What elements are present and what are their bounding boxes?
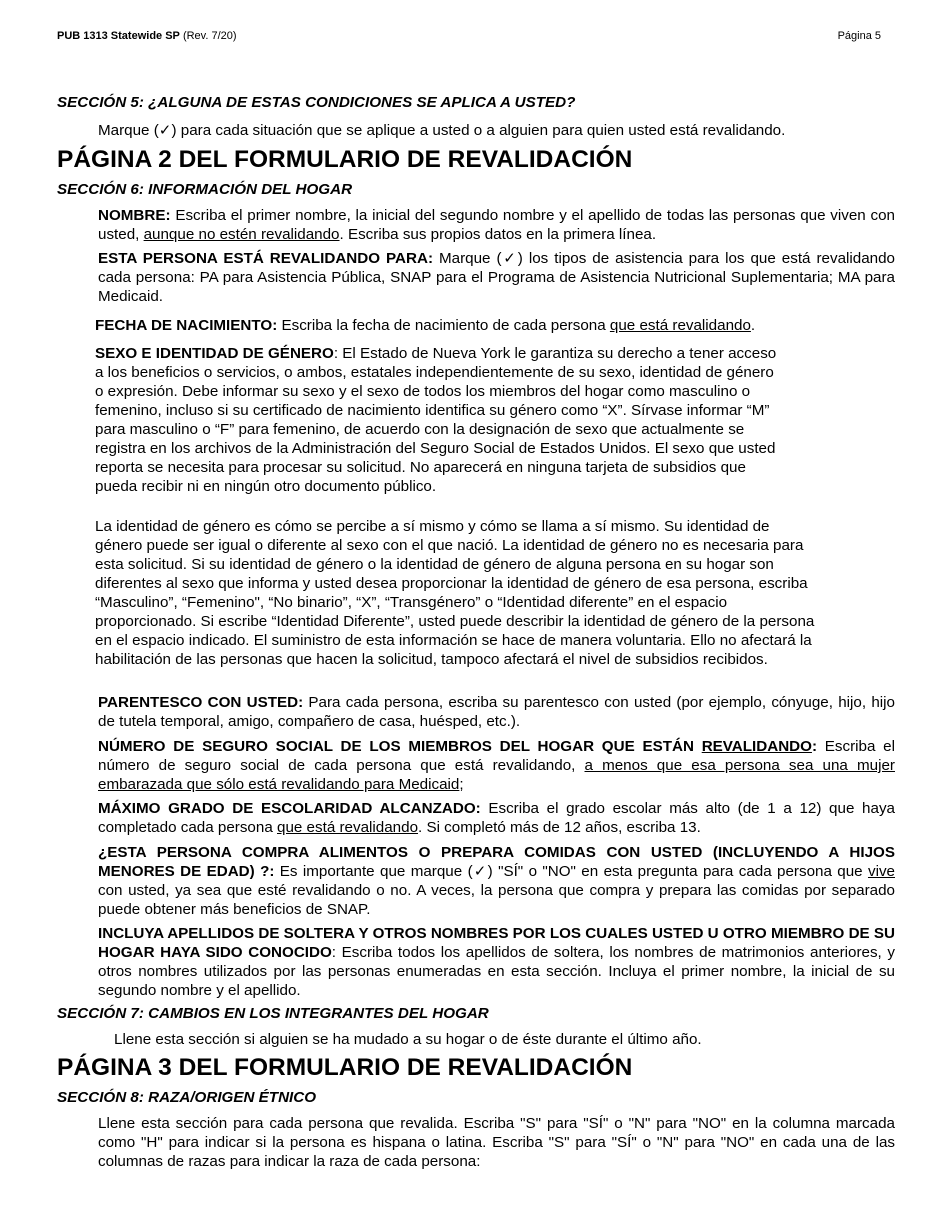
revision: (Rev. 7/20) [182,30,237,42]
compra-label: ¿ESTA PERSONA COMPRA ALIMENTOS O PREPARA COMIDAS CON USTED (INCLUYENDO A HIJOS MENORES DE EDAD) ?: [98,844,895,880]
grado-paragraph [98,799,895,837]
fecha-text: Escriba la fecha de nacimiento de cada persona [277,317,610,334]
page-2-title: PÁGINA 2 DEL FORMULARIO DE REVALIDACIÓN [57,146,633,173]
section-5-text: Marque (✓) para cada situación que se aplique a usted o a alguien para quien usted está revalidando. [98,122,786,139]
parentesco-label: PARENTESCO CON USTED: [98,694,304,711]
ssn-label [98,738,817,755]
esta-persona-paragraph [98,249,895,306]
grado-underline: que está revalidando [277,819,419,836]
identidad-paragraph: La identidad de género es cómo se percibe a sí mismo y cómo se llama a sí mismo. Su identidad de género puede ser igual o diferente al sexo con el que nació. La identidad de género no es necesaria para esta solicitud. Si su identidad de género o la identidad de género de alguna persona en su hogar son diferentes al sexo que informa y usted desea proporcionar la identidad de género de esa persona, escriba “Masculino”, “Femenino", “No binario”, “X”, “Transgénero” o “Identidad diferente” en el espacio proporcionado. Si escribe “Identidad Diferente”, usted puede describir la identidad de género de la persona en el espacio indicado. El suministro de esta información se hace de manera voluntaria. Ello no afectará la habilitación de las personas que hacen la solicitud, tampoco afectará el nivel de subsidios recibidos. [95,518,815,668]
nombre-label: NOMBRE: [98,207,171,224]
ssn-underline: a menos que esa persona sea una mujer embarazada que sólo está revalidando para Medicaid [98,757,895,793]
nombre-underline: aunque no estén revalidando [143,226,340,243]
section-6-title: SECCIÓN 6: INFORMACIÓN DEL HOGAR [57,181,353,198]
compra-text-end: con usted, ya sea que esté revalidando o no. A veces, la persona que compra y prepara las comidas por separado puede obtener más beneficios de SNAP. [98,882,895,918]
page-number: Página 5 [837,30,881,42]
pub-number: PUB 1313 Statewide SP [57,30,180,42]
grado-text: Escriba el grado escolar más alto (de 1 a 12) que haya completado cada persona [98,800,895,836]
esta-persona-label: ESTA PERSONA ESTÁ REVALIDANDO PARA: [98,250,434,267]
parentesco-paragraph [98,693,895,731]
ssn-label-colon: : [811,738,818,755]
nombre-text: Escriba el primer nombre, la inicial del segundo nombre y el apellido de todas las personas que viven con usted, [98,207,895,243]
fecha-underline: que está revalidando [609,317,751,334]
ssn-label-underline: REVALIDANDO [701,738,812,755]
sexo-label: SEXO E IDENTIDAD DE GÉNERO [95,345,334,362]
sexo-text: : El Estado de Nueva York le garantiza su derecho a tener acceso a los beneficios o servicios, o ambos, estatales independientemente de su sexo, identidad de género o expresión. Debe informar su sexo y el sexo de todos los miembros del hogar como masculino o femenino, incluso si su certificado de nacimiento identifica su género como “X”. Sírvase informar “M” para masculino o “F” para femenino, de acuerdo con la designación de sexo que actualmente se registra en los archivos de la Administración del Seguro Social de Estados Unidos. El sexo que usted reporta se necesita para procesar su solicitud. No aparecerá en ninguna tarjeta de subsidios que pueda recibir ni en ningún otro documento público. [95,345,777,495]
fecha-label: FECHA DE NACIMIENTO: [95,317,278,334]
nombre-paragraph [98,206,895,244]
apellidos-text: : Escriba todos los apellidos de soltera, los nombres de matrimonios anteriores, y otros nombres utilizados por las personas enumeradas en esta sección. Incluya el primer nombre, la inicial de su segundo nombre y el apellido. [98,944,895,999]
grado-text-end: . Si completó más de 12 años, escriba 13. [418,819,701,836]
section-8-title: SECCIÓN 8: RAZA/ORIGEN ÉTNICO [57,1089,317,1106]
section-8-text: Llene esta sección para cada persona que revalida. Escriba "S" para "SÍ" o "N" para "NO" en la columna marcada como "H" para indicar si la persona es hispana o latina. Escriba "S" para "SÍ" o "N" para "NO" en cada una de las columnas de razas para indicar la raza de cada persona: [98,1115,895,1170]
sexo-paragraph [95,344,785,496]
section-7-text: Llene esta sección si alguien se ha mudado a su hogar o de éste durante el último año. [114,1031,702,1048]
compra-paragraph [98,843,895,919]
grado-label: MÁXIMO GRADO DE ESCOLARIDAD ALCANZADO: [98,800,481,817]
ssn-text: Escriba el número de seguro social de cada persona que está revalidando, [98,738,895,774]
section-5-title: SECCIÓN 5: ¿ALGUNA DE ESTAS CONDICIONES SE APLICA A USTED? [57,94,576,111]
nombre-text-end: . Escriba sus propios datos en la primera línea. [339,226,657,243]
fecha-text-end: . [750,317,756,334]
form-id [57,29,237,43]
page-3-title: PÁGINA 3 DEL FORMULARIO DE REVALIDACIÓN [57,1054,633,1081]
apellidos-label: INCLUYA APELLIDOS DE SOLTERA Y OTROS NOMBRES POR LOS CUALES USTED U OTRO MIEMBRO DE SU HOGAR HAYA SIDO CONOCIDO [98,925,895,961]
section-7-title: SECCIÓN 7: CAMBIOS EN LOS INTEGRANTES DEL HOGAR [57,1005,489,1022]
esta-persona-text: Marque (✓) los tipos de asistencia para los que está revalidando cada persona: PA para Asistencia Pública, SNAP para el Programa de Asistencia Nutricional Suplementaria; MA para Medicaid. [98,250,896,305]
apellidos-paragraph [98,924,895,1000]
ssn-text-end: ; [459,776,464,793]
parentesco-text: Para cada persona, escriba su parentesco con usted (por ejemplo, cónyuge, hijo, hijo de tutela temporal, amigo, compañero de casa, huésped, etc.). [98,694,895,730]
compra-underline: vive [867,863,895,880]
ssn-paragraph [98,737,895,794]
compra-text: Es importante que marque (✓) "SÍ" o "NO" en esta pregunta para cada persona que [274,863,868,880]
ssn-label-a: NÚMERO DE SEGURO SOCIAL DE LOS MIEMBROS DEL HOGAR QUE ESTÁN [98,738,702,755]
fecha-paragraph [95,316,755,335]
